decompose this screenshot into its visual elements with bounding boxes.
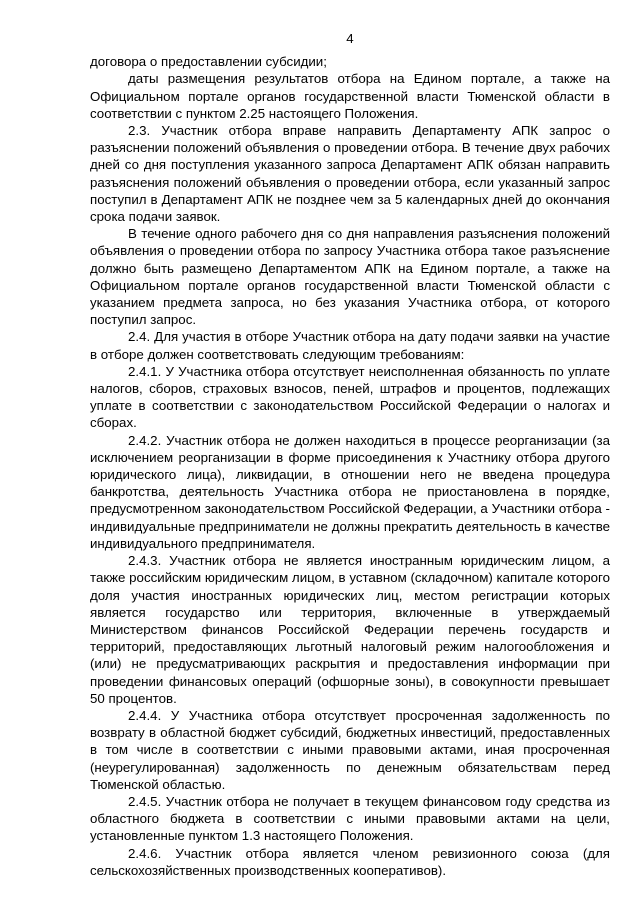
paragraph-2-4-3: 2.4.3. Участник отбора не является иностранным юридическим лицом, а также российским юридическим лицом, в уставном (складочном) капитале которого доля участия иностранных юридических лиц, местом регистрации которых является государство или территория, включенные в утверждаемый Министерством финансов Российской Федерации перечень государств и территорий, предоставляющих льготный налоговый режим налогообложения и (или) не предусматривающих раскрытия и предоставления информации при проведении финансовых операций (офшорные зоны), в совокупности превышает 50 процентов.: [90, 553, 610, 706]
paragraph-2-4: 2.4. Для участия в отборе Участник отбора на дату подачи заявки на участие в отборе должен соответствовать следующим требованиям:: [90, 329, 610, 362]
paragraph-2-4-4: 2.4.4. У Участника отбора отсутствует просроченная задолженность по возврату в областной бюджет субсидий, бюджетных инвестиций, предоставленных в том числе в соответствии с иными правовыми актами, иная просроченная (неурегулированная) задолженность по денежным обязательствам перед Тюменской областью.: [90, 707, 610, 792]
paragraph-2-4-6: 2.4.6. Участник отбора является членом ревизионного союза (для сельскохозяйственных производственных кооперативов).: [90, 845, 610, 878]
paragraph-2-4-5: 2.4.5. Участник отбора не получает в текущем финансовом году средства из областного бюджета в соответствии с иными правовыми актами на цели, установленные пунктом 1.3 настоящего Положения.: [90, 793, 610, 844]
paragraph-subsidy-agreement: договора о предоставлении субсидии;: [90, 54, 327, 70]
paragraph-2-3: 2.3. Участник отбора вправе направить Департаменту АПК запрос о разъяснении положений объявления о проведении отбора. В течение двух рабочих дней со дня поступления указанного запроса Департамент АПК обязан направить разъяснения положений объявления о проведении отбора, если указанный запрос поступил в Департамент АПК не позднее чем за 5 календарных дней до окончания срока подачи заявок.: [90, 123, 610, 225]
paragraph-results-dates: даты размещения результатов отбора на Едином портале, а также на Официальном портале органов государственной власти Тюменской области в соответствии с пунктом 2.25 настоящего Положения.: [90, 71, 610, 121]
page-number: 4: [346, 31, 354, 46]
paragraph-2-4-2: 2.4.2. Участник отбора не должен находиться в процессе реорганизации (за исключением реорганизации в форме присоединения к Участнику отбора другого юридического лица), ликвидации, в отношении него не введена процедура банкротства, деятельность Участника отбора не приостановлена в порядке, предусмотренном законодательством Российской Федерации, а Участники отбора - индивидуальные предприниматели не должны прекратить деятельность в качестве индивидуального предпринимателя.: [90, 432, 610, 551]
document-page: [90, 30, 610, 879]
paragraph-2-4-1: 2.4.1. У Участника отбора отсутствует неисполненная обязанность по уплате налогов, сборов, страховых взносов, пеней, штрафов и процентов, подлежащих уплате в соответствии с законодательством Российской Федерации о налогах и сборах.: [90, 363, 610, 431]
paragraph-clarification-publication: В течение одного рабочего дня со дня направления разъяснения положений объявления о проведении отбора по запросу Участника отбора такое разъяснение должно быть размещено Департаментом АПК на Едином портале, а также на Официальном портале органов государственной власти Тюменской области с указанием предмета запроса, но без указания Участника отбора, от которого поступил запрос.: [90, 226, 610, 328]
